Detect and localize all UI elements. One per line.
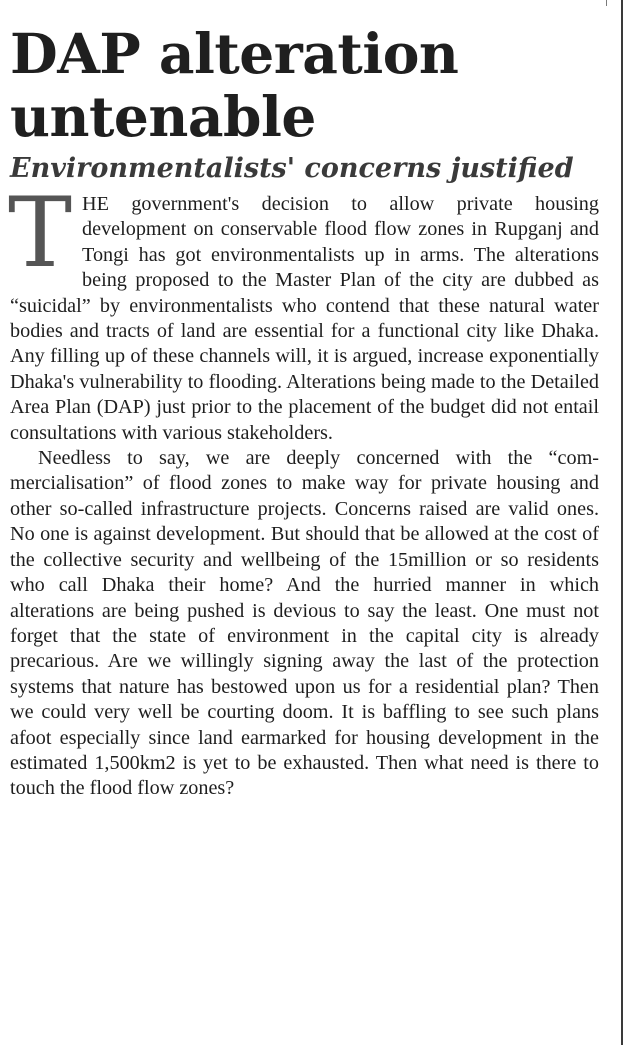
editorial-article (10, 0, 599, 802)
paragraph-2: Needless to say, we are deeply concerned with the “commercialisation” of flood zones to make way for private housing and other so-called infrastructure projects. Concerns raised are valid ones. No one is against development. But should that be allowed at the cost of the collective security and wellbeing of the 15million or so residents who call Dhaka their home? And the hurried manner in which alterations are being pushed is devious to say the least. One must not forget that the state of environment in the capital city is already precarious. Are we willingly signing away the last of the protection systems that nature has bestowed upon us for a residential plan? Then we could very well be courting doom. It is baffling to see such plans afoot especially since land earmarked for housing development in the estimated 1,500km2 is yet to be exhausted. Then what need is there to touch the flood flow zones? (10, 447, 599, 800)
article-body (8, 177, 599, 802)
paragraph-1 (8, 177, 599, 446)
paragraph-1-text: HE government's decision to allow private housing development on conservable flood flow zones in Rupganj and Tongi has got environmentalists up in arms. The alterations being proposed to the Master Plan of the city are dubbed as “suicidal” by environmentalists who contend that these natural water bodies and tracts of land are essential for a functional city like Dhaka. Any filling up of these channels will, it is argued, increase exponentially Dhaka's vulnerability to flooding. Alterations being made to the Detailed Area Plan (DAP) just prior to the placement of the budget did not entail consultations with various stakeholders. (10, 193, 599, 444)
subheadline: Environmentalists' concerns justified (10, 153, 574, 184)
headline: DAP alteration untenable (10, 21, 459, 149)
top-divider-tick (606, 0, 607, 6)
column-rule (621, 0, 623, 1045)
drop-cap: T (8, 177, 73, 289)
